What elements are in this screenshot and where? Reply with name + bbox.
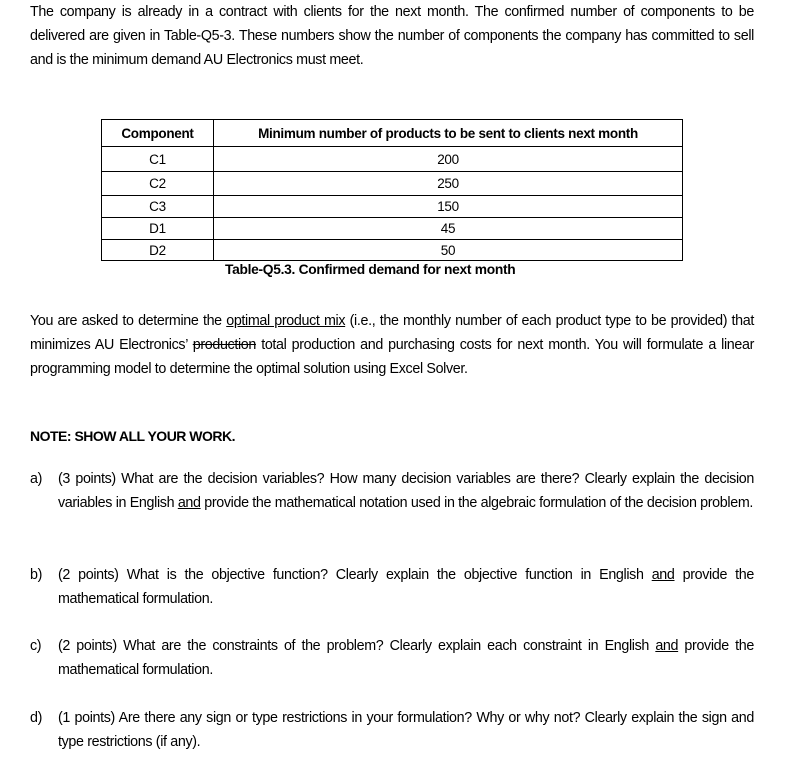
question-underlined: and (651, 567, 675, 583)
table-row (102, 240, 683, 261)
question-text-after: provide the mathematical formulation. (58, 567, 754, 607)
question-b (30, 563, 754, 611)
table-caption: Table-Q5.3. Confirmed demand for next month (225, 262, 516, 277)
cell-component: C1 (102, 147, 214, 172)
question-text: (3 points) What are the decision variables? How many decision variables are there? Clearly explain the decision variables in English (58, 471, 754, 511)
note-heading: NOTE: SHOW ALL YOUR WORK. (30, 428, 236, 444)
question-text: (1 points) Are there any sign or type restrictions in your formulation? Why or why not? Clearly explain the sign and type restrictions (if any). (58, 710, 754, 750)
demand-table (101, 119, 683, 261)
question-c (30, 634, 754, 682)
question-label: b) (30, 567, 43, 583)
question-a (30, 467, 754, 515)
task-struck-word: production (192, 337, 256, 353)
cell-component: C3 (102, 196, 214, 218)
cell-minimum: 50 (214, 240, 683, 261)
cell-component: C2 (102, 172, 214, 196)
table-row (102, 196, 683, 218)
question-label: d) (30, 710, 43, 726)
cell-component: D1 (102, 218, 214, 240)
intro-paragraph: The company is already in a contract with clients for the next month. The confirmed number of components to be delivered are given in Table-Q5-3. These numbers show the number of components the company has committed to sell and is the minimum demand AU Electronics must meet. (30, 4, 754, 68)
table-row (102, 147, 683, 172)
task-paragraph (30, 309, 754, 381)
header-minimum: Minimum number of products to be sent to clients next month (214, 120, 683, 147)
cell-minimum: 200 (214, 147, 683, 172)
task-text-1: You are asked to determine the (30, 313, 227, 329)
header-component: Component (102, 120, 214, 147)
cell-minimum: 250 (214, 172, 683, 196)
task-underlined-term: optimal product mix (226, 313, 346, 329)
question-underlined: and (655, 638, 679, 654)
question-text-after: provide the mathematical notation used in the algebraic formulation of the decision problem. (200, 495, 753, 511)
question-text: (2 points) What is the objective function? Clearly explain the objective function in English (58, 567, 652, 583)
cell-component: D2 (102, 240, 214, 261)
table-header-row (102, 120, 683, 147)
table-row (102, 218, 683, 240)
question-text: (2 points) What are the constraints of the problem? Clearly explain each constraint in English (58, 638, 656, 654)
question-label: c) (30, 638, 42, 654)
question-text-after: provide the mathematical formulation. (58, 638, 754, 678)
cell-minimum: 45 (214, 218, 683, 240)
task-text-3: total production and purchasing costs for next month. You will formulate a linear programming model to determine the optimal solution using Excel Solver. (30, 337, 754, 377)
table-row (102, 172, 683, 196)
task-text-2: (i.e., the monthly number of each product type to be provided) that minimizes AU Electronics’ (30, 313, 754, 353)
question-label: a) (30, 471, 43, 487)
question-underlined: and (177, 495, 201, 511)
question-d (30, 706, 754, 754)
cell-minimum: 150 (214, 196, 683, 218)
